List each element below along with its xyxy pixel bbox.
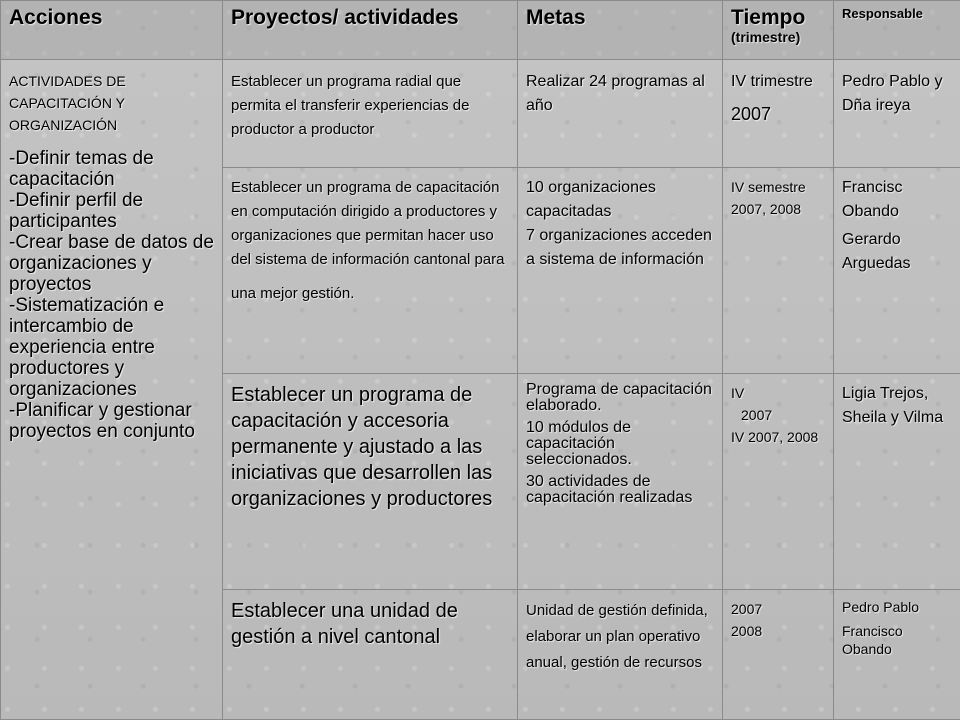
header-tiempo-label: Tiempo bbox=[731, 6, 806, 29]
accion-item: -Definir perfil de participantes bbox=[9, 190, 144, 232]
tiempo-item: IV 2007, 2008 bbox=[731, 429, 819, 445]
meta-item: 30 actividades de capacitación realizadas bbox=[526, 473, 693, 506]
tiempo-item: 2007 bbox=[731, 601, 763, 617]
meta-item: Realizar 24 programas al año bbox=[526, 73, 705, 114]
header-responsable: Responsable bbox=[834, 1, 960, 60]
tiempo-cell bbox=[723, 590, 834, 720]
acciones-title: ACTIVIDADES DE CAPACITACIÓN Y ORGANIZACIÓN bbox=[9, 73, 126, 133]
tiempo-cell bbox=[723, 168, 834, 374]
proyecto-cell bbox=[223, 168, 518, 374]
responsable-cell bbox=[834, 168, 960, 374]
tiempo-cell bbox=[723, 60, 834, 168]
metas-cell bbox=[518, 374, 723, 590]
tiempo-cell bbox=[723, 374, 834, 590]
proyecto-text: Establecer un programa de capacitación en computación dirigido a productores y organizaciones que permitan hacer uso del sistema de información cantonal para bbox=[231, 179, 505, 268]
responsable-cell: Ligia Trejos, Sheila y Vilma bbox=[834, 374, 960, 590]
proyecto-cell: Establecer un programa de capacitación y accesoria permanente y ajustado a las iniciativas que desarrollen las organizaciones y productores bbox=[223, 374, 518, 590]
metas-cell bbox=[518, 60, 723, 168]
meta-item: Unidad de gestión definida, elaborar un plan operativo anual, gestión de recursos bbox=[526, 602, 708, 671]
tiempo-item: 2007 bbox=[731, 104, 772, 124]
responsable-item: Francisco Obando bbox=[842, 623, 903, 657]
tiempo-item: 2008 bbox=[731, 623, 763, 639]
proyecto-cell: Establecer un programa radial que permita el transferir experiencias de productor a productor bbox=[223, 60, 518, 168]
meta-item: Programa de capacitación elaborado. bbox=[526, 381, 712, 414]
accion-item: -Planificar y gestionar proyectos en conjunto bbox=[9, 400, 195, 442]
responsable-item: Pedro Pablo bbox=[842, 599, 920, 615]
header-metas: Metas bbox=[518, 1, 723, 60]
tiempo-item: 2007, 2008 bbox=[731, 201, 802, 217]
responsable-cell: Pedro Pablo y Dña ireya bbox=[834, 60, 960, 168]
accion-item: -Sistematización e intercambio de experiencia entre productores y organizaciones bbox=[9, 295, 165, 400]
tiempo-item: IV semestre bbox=[731, 179, 806, 195]
acciones-list bbox=[9, 148, 214, 442]
meta-item: 10 organizaciones capacitadas bbox=[526, 179, 656, 220]
proyecto-cell: Establecer una unidad de gestión a nivel cantonal bbox=[223, 590, 518, 720]
metas-cell bbox=[518, 168, 723, 374]
header-acciones: Acciones bbox=[1, 1, 223, 60]
meta-item: 10 módulos de capacitación seleccionados. bbox=[526, 419, 632, 468]
accion-item: -Definir temas de capacitación bbox=[9, 148, 154, 190]
metas-cell bbox=[518, 590, 723, 720]
tiempo-item: 2007 bbox=[741, 407, 773, 423]
header-proyectos: Proyectos/ actividades bbox=[223, 1, 518, 60]
header-tiempo-sub: (trimestre) bbox=[731, 29, 801, 45]
responsable-item: Francisc Obando bbox=[842, 179, 903, 220]
tiempo-item: IV trimestre bbox=[731, 73, 813, 90]
accion-item: -Crear base de datos de organizaciones y proyectos bbox=[9, 232, 214, 295]
header-row bbox=[1, 1, 960, 60]
responsable-item: Gerardo Arguedas bbox=[842, 231, 911, 272]
acciones-cell bbox=[1, 60, 223, 720]
responsable-cell bbox=[834, 590, 960, 720]
tiempo-item: IV bbox=[731, 385, 745, 401]
meta-item: 7 organizaciones acceden a sistema de información bbox=[526, 227, 712, 268]
proyecto-text-extra: una mejor gestión. bbox=[231, 285, 355, 302]
header-tiempo bbox=[723, 1, 834, 60]
table-row bbox=[1, 60, 960, 168]
